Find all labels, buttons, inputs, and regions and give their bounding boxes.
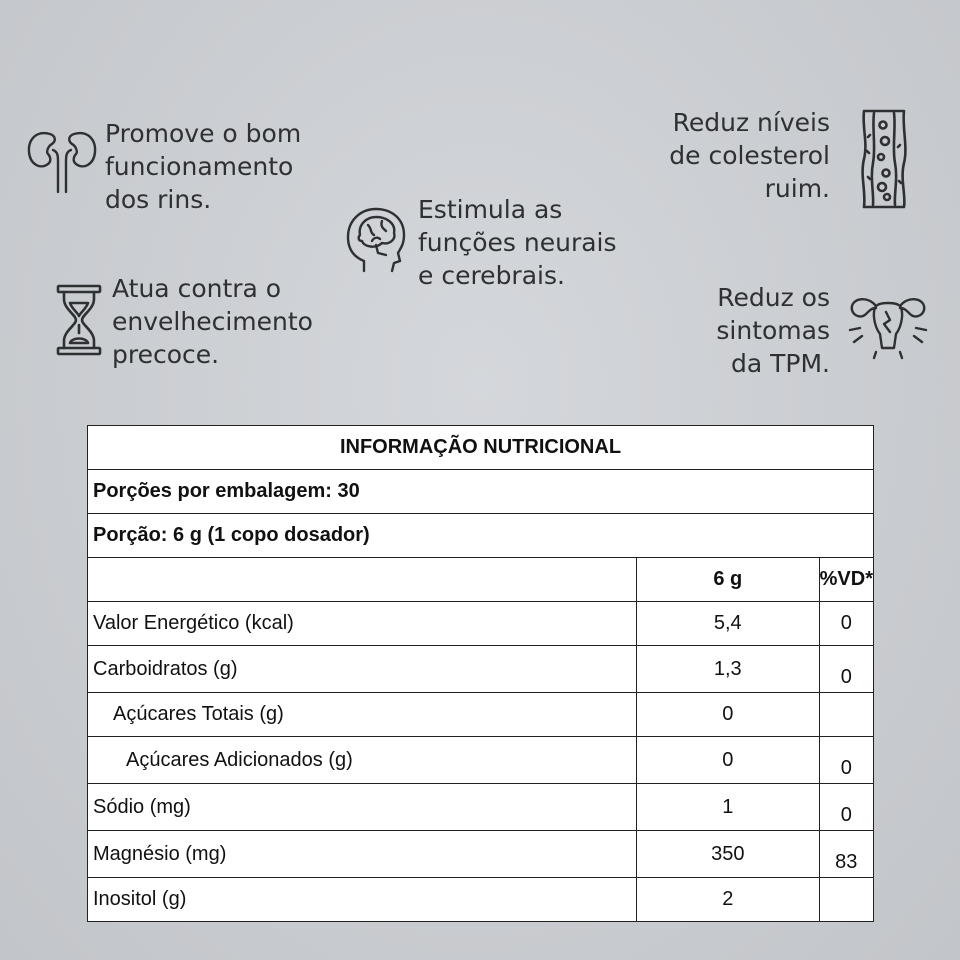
servings-per-package: Porções por embalagem: 30: [88, 470, 874, 514]
benefit-line: Reduz níveis: [672, 108, 830, 137]
nutrient-vd: [819, 693, 873, 737]
benefit-line: funcionamento: [105, 152, 294, 181]
nutrient-vd: 0: [819, 602, 873, 646]
benefit-tpm: [716, 281, 830, 380]
hourglass-icon: [54, 283, 104, 357]
benefit-line: envelhecimento: [112, 307, 313, 336]
table-row: [88, 602, 874, 646]
header-vd: %VD*: [819, 558, 873, 602]
nutrient-vd: 83: [819, 831, 873, 878]
nutrient-qty: 1: [636, 784, 819, 831]
nutrient-vd: 0: [819, 784, 873, 831]
nutrient-vd: 0: [819, 646, 873, 693]
nutrient-vd: [819, 878, 873, 922]
nutrient-name: Açúcares Adicionados (g): [88, 737, 637, 784]
nutrient-name: Magnésio (mg): [88, 831, 637, 878]
benefit-line: dos rins.: [105, 185, 212, 214]
nutrient-name: Valor Energético (kcal): [88, 602, 637, 646]
benefit-line: de colesterol: [669, 141, 830, 170]
nutrient-qty: 1,3: [636, 646, 819, 693]
benefit-cholesterol: [669, 106, 830, 205]
benefit-line: Reduz os: [717, 283, 830, 312]
benefit-line: e cerebrais.: [418, 261, 565, 290]
benefit-line: sintomas: [716, 316, 830, 345]
benefit-line: Promove o bom: [105, 119, 302, 148]
table-row: [88, 646, 874, 693]
table-row: [88, 737, 874, 784]
benefit-kidney: [105, 117, 301, 216]
nutrient-qty: 350: [636, 831, 819, 878]
nutrient-name: Inositol (g): [88, 878, 637, 922]
nutrient-name: Carboidratos (g): [88, 646, 637, 693]
nutrient-qty: 0: [636, 693, 819, 737]
nutrient-qty: 5,4: [636, 602, 819, 646]
nutrient-qty: 0: [636, 737, 819, 784]
benefit-line: precoce.: [112, 340, 220, 369]
brain-head-icon: [342, 205, 408, 275]
header-empty-cell: [88, 558, 637, 602]
table-row: [88, 878, 874, 922]
benefit-line: Atua contra o: [112, 274, 282, 303]
table-row: [88, 784, 874, 831]
nutrition-title: INFORMAÇÃO NUTRICIONAL: [88, 426, 874, 470]
artery-icon: [856, 107, 912, 211]
nutrient-qty: 2: [636, 878, 819, 922]
table-header-row: [88, 558, 874, 602]
table-row: [88, 693, 874, 737]
nutrition-table: [87, 425, 874, 922]
portion-size: Porção: 6 g (1 copo dosador): [88, 514, 874, 558]
nutrient-vd: 0: [819, 737, 873, 784]
benefit-line: ruim.: [764, 174, 830, 203]
kidney-icon: [26, 126, 100, 196]
nutrient-name: Açúcares Totais (g): [88, 693, 637, 737]
benefit-line: da TPM.: [731, 349, 830, 378]
header-qty: 6 g: [636, 558, 819, 602]
uterus-icon: [846, 292, 930, 364]
benefit-brain: [418, 193, 617, 292]
nutrient-name: Sódio (mg): [88, 784, 637, 831]
benefit-line: funções neurais: [418, 228, 617, 257]
benefit-aging: [112, 272, 313, 371]
table-row: [88, 831, 874, 878]
benefit-line: Estimula as: [418, 195, 563, 224]
